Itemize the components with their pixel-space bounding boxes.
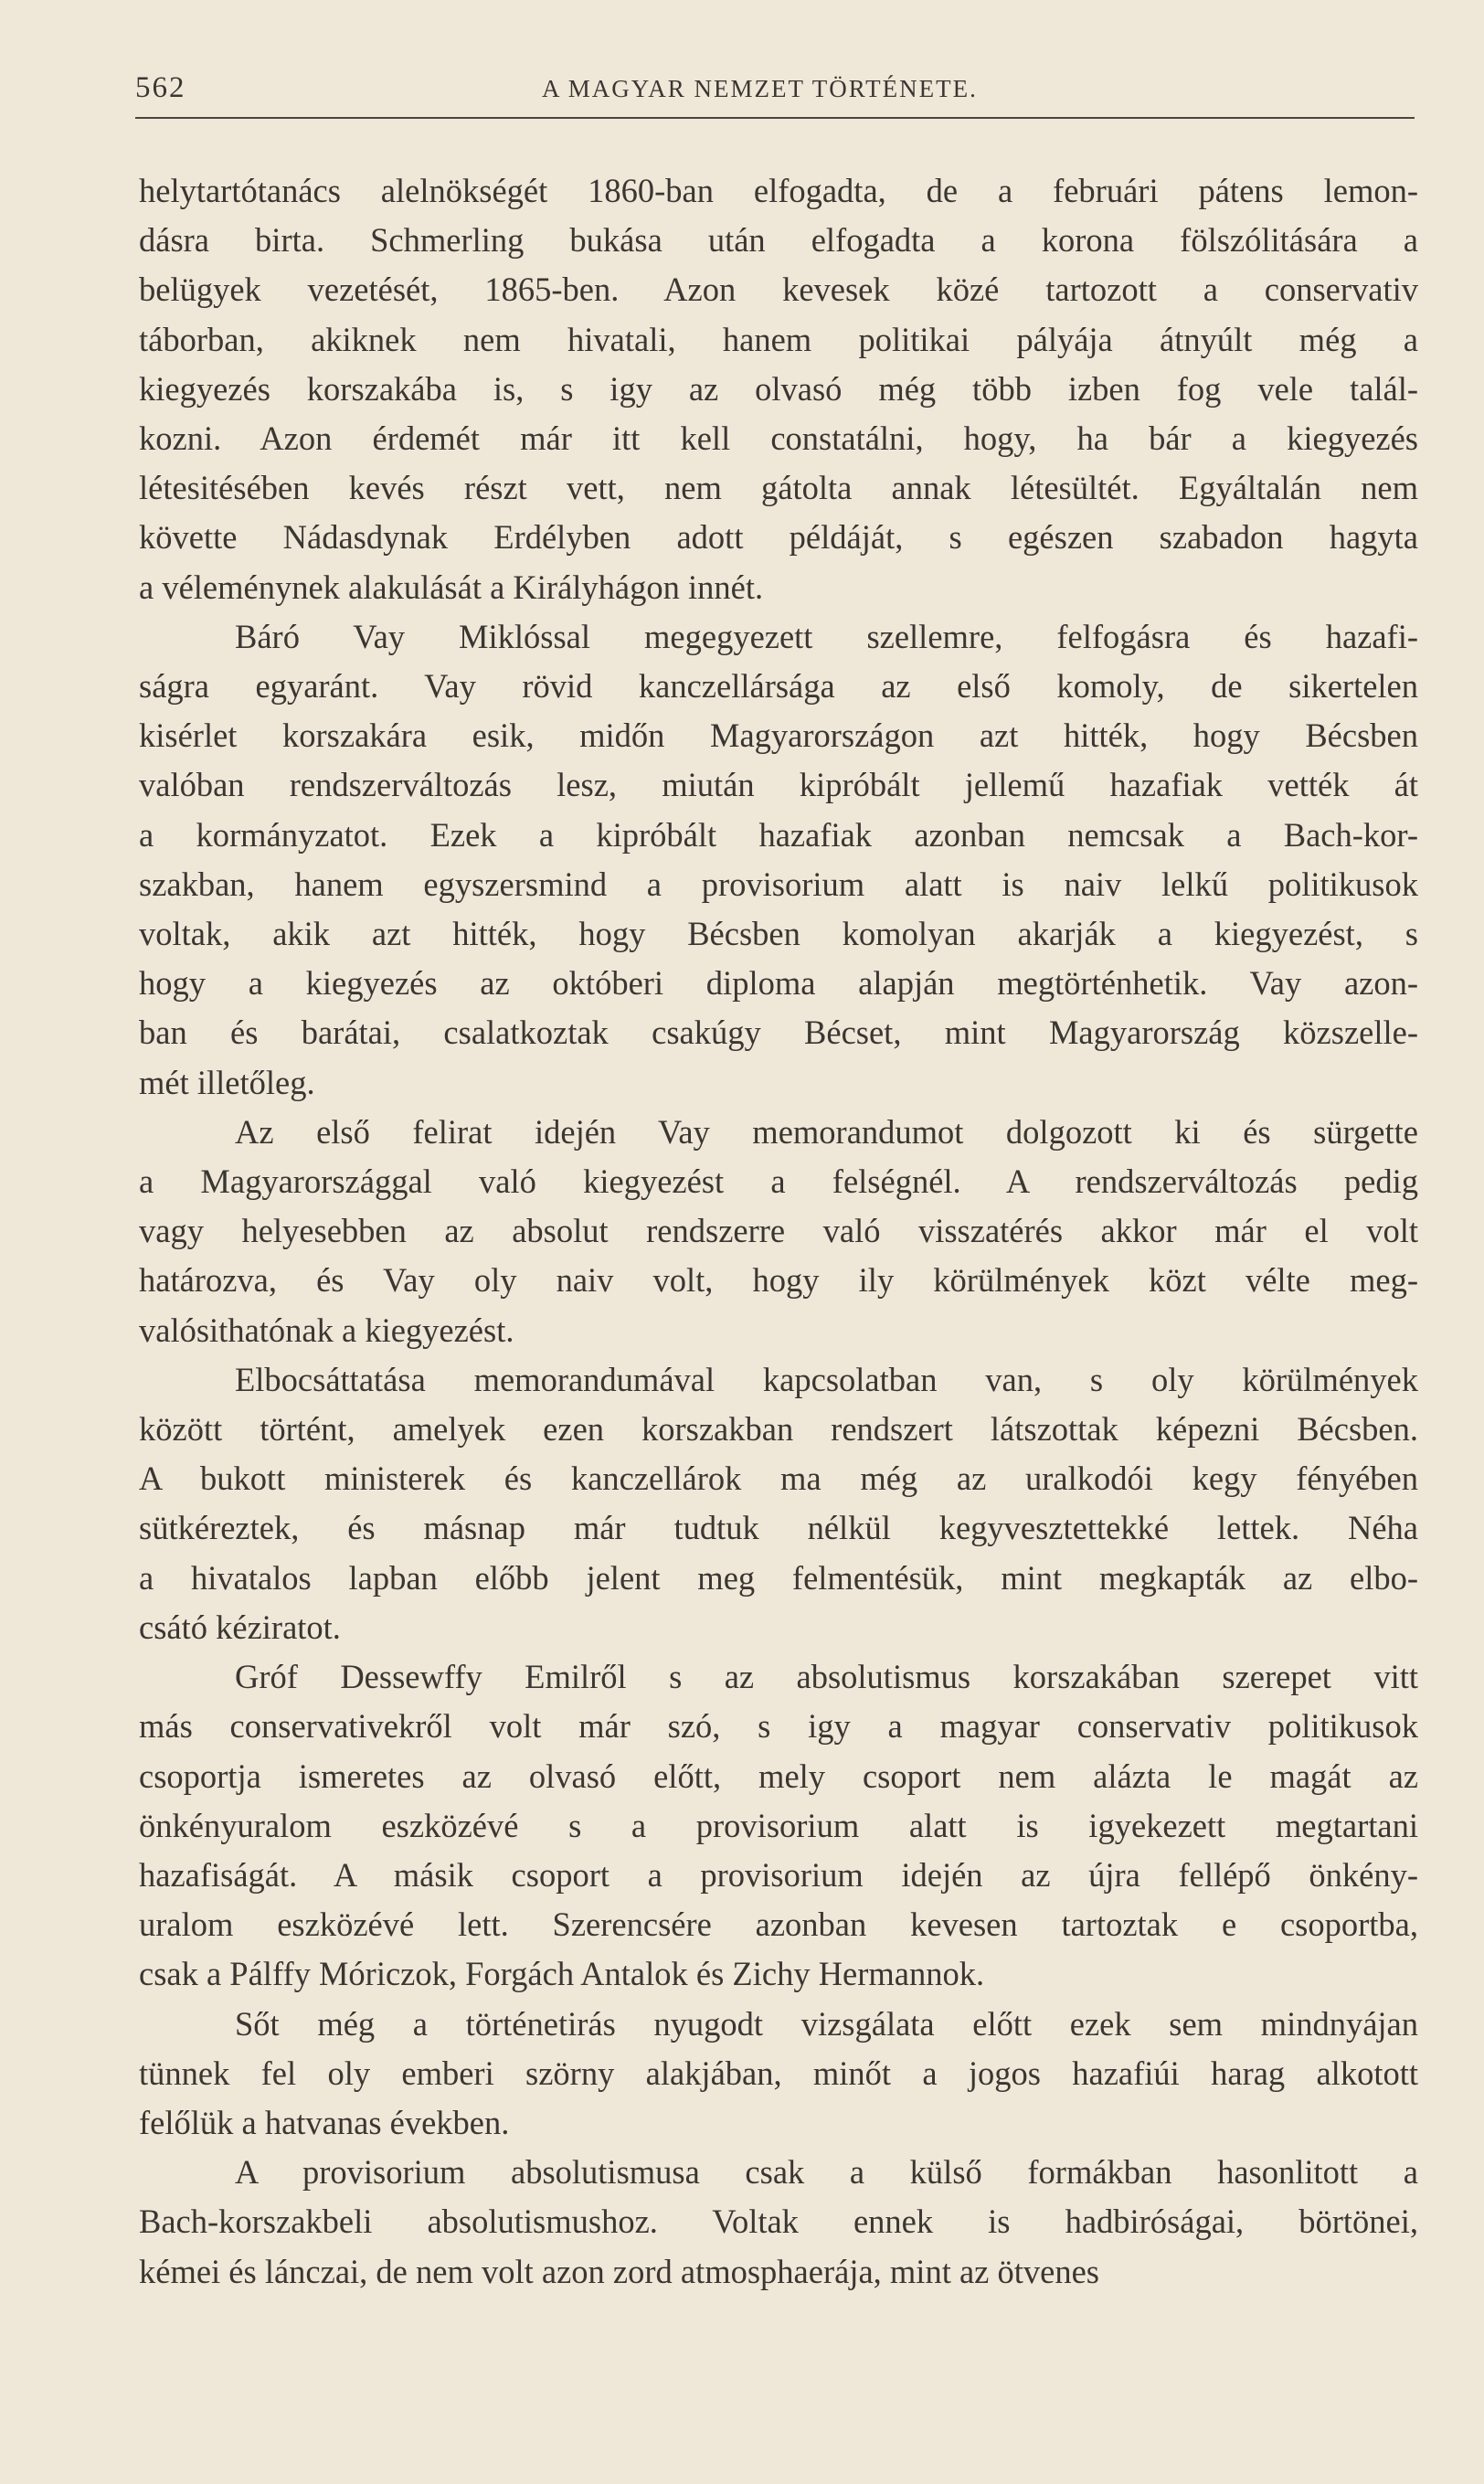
text-line: hazafiságát. A másik csoport a provisorium idején az újra fellépő önkény-: [139, 1855, 1418, 1894]
text-line: A bukott ministerek és kanczellárok ma még az uralkodói kegy fényében: [139, 1460, 1418, 1498]
paragraph: [139, 1108, 1418, 1355]
text-line: kiegyezés korszakába is, s igy az olvasó még több izben fog vele talál-: [139, 369, 1418, 408]
text-line: dásra birta. Schmerling bukása után elfogadta a korona fölszólitására a: [139, 221, 1418, 260]
text-line: a véleménynek alakulását a Királyhágon innét.: [139, 568, 764, 606]
text-line: Az első felirat idején Vay memorandumot dolgozott ki és sürgette: [235, 1112, 1418, 1151]
text-line: ban és barátai, csalatkoztak csakúgy Bécset, mint Magyarország közszelle-: [139, 1014, 1418, 1052]
text-line: létesitésében kevés részt vett, nem gátolta annak létesültét. Egyáltalán nem: [139, 469, 1418, 507]
text-line: hogy a kiegyezés az októberi diploma alapján megtörténhetik. Vay azon-: [139, 964, 1418, 1003]
paragraph: [139, 166, 1418, 612]
text-line: tünnek fel oly emberi szörny alakjában, minőt a jogos hazafiúi harag alkotott: [139, 2054, 1418, 2092]
paragraph: [139, 2148, 1418, 2297]
text-line: Bach-korszakbeli absolutismushoz. Voltak ennek is hadbiróságai, börtönei,: [139, 2203, 1418, 2241]
text-line: helytartótanács alelnökségét 1860-ban elfogadta, de a februári pátens lemon-: [139, 172, 1418, 209]
text-line: felőlük a hatvanas években.: [139, 2103, 510, 2141]
text-line: határozva, és Vay oly naiv volt, hogy ily körülmények közt vélte meg-: [139, 1261, 1418, 1300]
text-line: önkényuralom eszközévé s a provisorium alatt is igyekezett megtartani: [139, 1806, 1418, 1844]
text-line: A provisorium absolutismusa csak a külső formákban hasonlitott a: [235, 2153, 1418, 2192]
text-line: valóban rendszerváltozás lesz, miután kipróbált jellemű hazafiak vették át: [139, 766, 1418, 804]
text-line: voltak, akik azt hitték, hogy Bécsben komolyan akarják a kiegyezést, s: [139, 915, 1418, 953]
text-line: követte Nádasdynak Erdélyben adott példáját, s egészen szabadon hagyta: [139, 518, 1418, 557]
page-number: 562: [135, 71, 186, 104]
text-line: táborban, akiknek nem hivatali, hanem politikai pályája átnyúlt még a: [139, 320, 1418, 358]
body-text: [139, 166, 1418, 2297]
text-line: uralom eszközévé lett. Szerencsére azonban kevesen tartoztak e csoportba,: [139, 1905, 1418, 1944]
text-line: vagy helyesebben az absolut rendszerre való visszatérés akkor már el volt: [139, 1212, 1418, 1250]
text-line: sütkéreztek, és másnap már tudtuk nélkül kegyvesztettekké lettek. Néha: [139, 1509, 1418, 1547]
text-line: kisérlet korszakára esik, midőn Magyarországon azt hitték, hogy Bécsben: [139, 717, 1418, 755]
text-line: kémei és lánczai, de nem volt azon zord atmosphaerája, mint az ötvenes: [139, 2252, 1099, 2290]
text-line: mét illetőleg.: [139, 1063, 315, 1101]
text-line: a hivatalos lapban előbb jelent meg felmentésük, mint megkapták az elbo-: [139, 1558, 1418, 1597]
text-line: csátó kéziratot.: [139, 1608, 341, 1646]
text-line: ságra egyaránt. Vay rövid kanczellársága az első komoly, de sikertelen: [139, 667, 1418, 706]
text-line: Elbocsáttatása memorandumával kapcsolatban van, s oly körülmények: [235, 1360, 1418, 1398]
paragraph: [139, 1355, 1418, 1652]
running-head: [135, 71, 1396, 108]
text-line: a kormányzatot. Ezek a kipróbált hazafiak azonban nemcsak a Bach-kor-: [139, 815, 1418, 854]
text-line: között történt, amelyek ezen korszakban rendszert látszottak képezni Bécsben.: [139, 1410, 1418, 1449]
text-line: a Magyarországgal való kiegyezést a felségnél. A rendszerváltozás pedig: [139, 1162, 1418, 1201]
text-line: kozni. Azon érdemét már itt kell constatálni, hogy, ha bár a kiegyezés: [139, 419, 1418, 458]
paragraph: [139, 612, 1418, 1108]
text-line: Sőt még a történetirás nyugodt vizsgálata előtt ezek sem mindnyájan: [235, 2004, 1418, 2043]
text-line: belügyek vezetését, 1865-ben. Azon kevesek közé tartozott a conservativ: [139, 271, 1418, 309]
text-line: csoportja ismeretes az olvasó előtt, mely csoport nem alázta le magát az: [139, 1757, 1418, 1795]
text-line: valósithatónak a kiegyezést.: [139, 1311, 514, 1349]
header-rule: [135, 117, 1415, 119]
text-line: szakban, hanem egyszersmind a provisorium alatt is naiv lelkű politikusok: [139, 865, 1418, 903]
text-line: csak a Pálffy Móriczok, Forgách Antalok és Zichy Hermannok.: [139, 1955, 985, 1993]
paragraph: [139, 1652, 1418, 1999]
running-title: A MAGYAR NEMZET TÖRTÉNETE.: [542, 75, 978, 102]
text-line: Báró Vay Miklóssal megegyezett szellemre, felfogásra és hazafi-: [235, 617, 1418, 655]
paragraph: [139, 2000, 1418, 2149]
text-line: Gróf Dessewffy Emilről s az absolutismus korszakában szerepet vitt: [235, 1658, 1418, 1696]
text-line: más conservativekről volt már szó, s igy a magyar conservativ politikusok: [139, 1707, 1418, 1746]
